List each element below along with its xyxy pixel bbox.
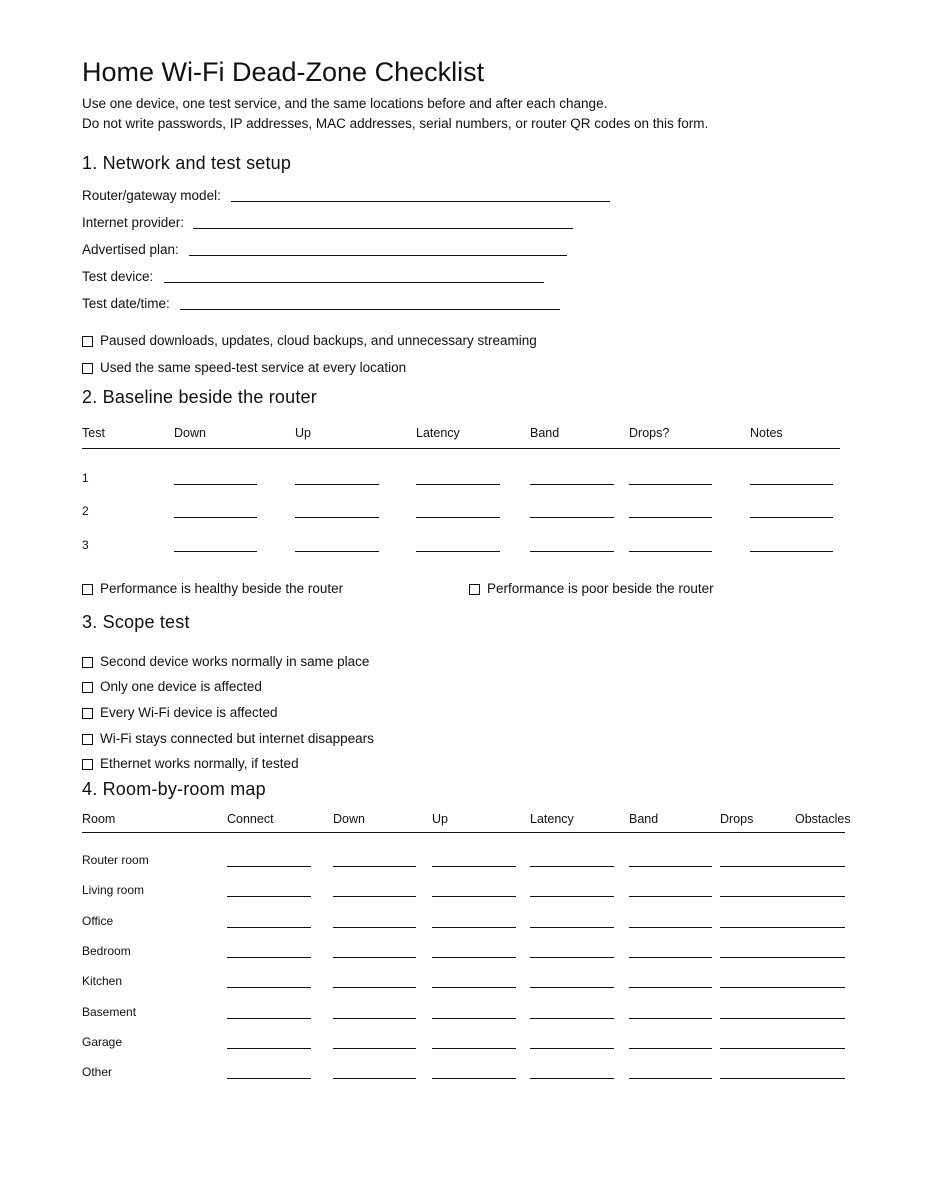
room-cell-up[interactable] [432, 1048, 516, 1049]
room-cell-drops-obstacles[interactable] [720, 957, 845, 958]
room-col-up: Up [432, 812, 448, 826]
page-title: Home Wi-Fi Dead-Zone Checklist [82, 57, 485, 87]
baseline-cell-band[interactable] [530, 551, 614, 552]
field-router-model-line[interactable] [231, 201, 610, 202]
intro-line-1: Use one device, one test service, and the same locations before and after each change. [82, 96, 608, 111]
baseline-cell-latency[interactable] [416, 551, 500, 552]
check-healthy-beside-router[interactable] [82, 580, 343, 598]
room-cell-down[interactable] [333, 927, 416, 928]
room-cell-drops-obstacles[interactable] [720, 866, 845, 867]
room-cell-band[interactable] [629, 927, 712, 928]
room-row-label: Bedroom [82, 944, 131, 958]
room-cell-down[interactable] [333, 1078, 416, 1079]
check-label: Ethernet works normally, if tested [100, 756, 299, 771]
checkbox[interactable] [82, 336, 93, 347]
room-row-label: Garage [82, 1035, 123, 1049]
check-label: Wi-Fi stays connected but internet disappears [100, 731, 374, 746]
room-row-label: Living room [82, 883, 145, 897]
baseline-col-test: Test [82, 426, 105, 440]
field-label-internet-provider: Internet provider: [82, 215, 185, 230]
room-cell-down[interactable] [333, 866, 416, 867]
room-col-drops: Drops [720, 812, 754, 826]
room-cell-up[interactable] [432, 1018, 516, 1019]
baseline-cell-latency[interactable] [416, 517, 500, 518]
room-cell-connect[interactable] [227, 927, 311, 928]
room-cell-drops-obstacles[interactable] [720, 1018, 845, 1019]
room-cell-connect[interactable] [227, 1018, 311, 1019]
room-cell-band[interactable] [629, 1048, 712, 1049]
room-cell-connect[interactable] [227, 1048, 311, 1049]
section-3-heading: 3. Scope test [82, 612, 190, 632]
room-cell-up[interactable] [432, 1078, 516, 1079]
checkbox[interactable] [82, 584, 93, 595]
baseline-cell-notes[interactable] [750, 551, 833, 552]
room-cell-latency[interactable] [530, 987, 614, 988]
room-header-rule [82, 832, 845, 833]
room-cell-latency[interactable] [530, 896, 614, 897]
baseline-col-notes: Notes [750, 426, 783, 440]
room-row-label: Other [82, 1065, 113, 1079]
field-advertised-plan-line[interactable] [189, 255, 567, 256]
room-row-label: Kitchen [82, 974, 123, 988]
room-cell-drops-obstacles[interactable] [720, 896, 845, 897]
check-one-device-affected[interactable] [82, 678, 262, 696]
room-cell-latency[interactable] [530, 866, 614, 867]
room-cell-latency[interactable] [530, 1078, 614, 1079]
baseline-col-up: Up [295, 426, 311, 440]
intro-line-2: Do not write passwords, IP addresses, MAC addresses, serial numbers, or router QR codes on this form. [82, 116, 709, 131]
room-cell-up[interactable] [432, 987, 516, 988]
check-same-service[interactable] [82, 359, 406, 377]
checkbox[interactable] [82, 708, 93, 719]
check-label: Performance is healthy beside the router [100, 581, 344, 596]
baseline-cell-notes[interactable] [750, 484, 833, 485]
section-2-heading: 2. Baseline beside the router [82, 387, 317, 407]
baseline-cell-up[interactable] [295, 517, 379, 518]
baseline-cell-drops[interactable] [629, 517, 712, 518]
room-col-connect: Connect [227, 812, 274, 826]
baseline-cell-down[interactable] [174, 551, 257, 552]
baseline-cell-band[interactable] [530, 517, 614, 518]
checkbox[interactable] [82, 759, 93, 770]
checkbox[interactable] [469, 584, 480, 595]
checkbox[interactable] [82, 657, 93, 668]
room-cell-band[interactable] [629, 866, 712, 867]
room-cell-latency[interactable] [530, 957, 614, 958]
checkbox[interactable] [82, 734, 93, 745]
baseline-cell-notes[interactable] [750, 517, 833, 518]
section-4-heading: 4. Room-by-room map [82, 779, 266, 799]
baseline-cell-up[interactable] [295, 551, 379, 552]
room-cell-latency[interactable] [530, 927, 614, 928]
check-internet-disappears[interactable] [82, 730, 374, 748]
checkbox[interactable] [82, 363, 93, 374]
baseline-cell-down[interactable] [174, 484, 257, 485]
room-cell-band[interactable] [629, 1078, 712, 1079]
baseline-cell-up[interactable] [295, 484, 379, 485]
room-cell-down[interactable] [333, 987, 416, 988]
baseline-header-rule [82, 448, 840, 449]
field-test-datetime-line[interactable] [180, 309, 560, 310]
baseline-cell-drops[interactable] [629, 484, 712, 485]
check-second-device-normal[interactable] [82, 653, 369, 671]
room-col-room: Room [82, 812, 116, 826]
baseline-col-latency: Latency [416, 426, 460, 440]
field-label-advertised-plan: Advertised plan: [82, 242, 179, 257]
check-label: Performance is poor beside the router [487, 581, 714, 596]
check-paused-downloads[interactable] [82, 332, 537, 350]
room-row-label: Router room [82, 853, 149, 867]
field-label-test-device: Test device: [82, 269, 154, 284]
room-cell-connect[interactable] [227, 896, 311, 897]
room-cell-up[interactable] [432, 927, 516, 928]
check-label: Every Wi-Fi device is affected [100, 705, 278, 720]
baseline-col-band: Band [530, 426, 560, 440]
room-cell-drops-obstacles[interactable] [720, 1078, 845, 1079]
check-poor-beside-router[interactable] [469, 580, 714, 598]
room-cell-connect[interactable] [227, 866, 311, 867]
check-ethernet-normal[interactable] [82, 755, 299, 773]
baseline-cell-latency[interactable] [416, 484, 500, 485]
room-col-band: Band [629, 812, 659, 826]
room-cell-down[interactable] [333, 957, 416, 958]
baseline-cell-band[interactable] [530, 484, 614, 485]
baseline-col-drops: Drops? [629, 426, 670, 440]
check-label: Only one device is affected [100, 679, 262, 694]
room-cell-band[interactable] [629, 987, 712, 988]
room-cell-connect[interactable] [227, 957, 311, 958]
room-cell-band[interactable] [629, 957, 712, 958]
baseline-cell-drops[interactable] [629, 551, 712, 552]
room-cell-down[interactable] [333, 896, 416, 897]
section-1-heading: 1. Network and test setup [82, 153, 292, 173]
baseline-col-down: Down [174, 426, 206, 440]
check-label: Second device works normally in same place [100, 654, 370, 669]
room-cell-up[interactable] [432, 866, 516, 867]
room-cell-drops-obstacles[interactable] [720, 927, 845, 928]
check-label: Used the same speed-test service at every location [100, 360, 407, 375]
room-cell-latency[interactable] [530, 1048, 614, 1049]
room-col-obstacles: Obstacles [795, 812, 851, 826]
room-cell-down[interactable] [333, 1048, 416, 1049]
room-cell-band[interactable] [629, 896, 712, 897]
check-every-device-affected[interactable] [82, 704, 278, 722]
room-cell-drops-obstacles[interactable] [720, 1048, 845, 1049]
baseline-row-label: 1 [82, 471, 89, 485]
room-col-latency: Latency [530, 812, 574, 826]
room-cell-drops-obstacles[interactable] [720, 987, 845, 988]
field-label-router-model: Router/gateway model: [82, 188, 221, 203]
room-cell-connect[interactable] [227, 987, 311, 988]
check-label: Paused downloads, updates, cloud backups, and unnecessary streaming [100, 333, 537, 348]
room-row-label: Office [82, 914, 114, 928]
room-cell-connect[interactable] [227, 1078, 311, 1079]
room-col-down: Down [333, 812, 365, 826]
baseline-row-label: 2 [82, 504, 89, 518]
baseline-cell-down[interactable] [174, 517, 257, 518]
baseline-row-label: 3 [82, 538, 89, 552]
room-cell-down[interactable] [333, 1018, 416, 1019]
field-internet-provider-line[interactable] [193, 228, 573, 229]
room-cell-latency[interactable] [530, 1018, 614, 1019]
room-cell-band[interactable] [629, 1018, 712, 1019]
field-label-test-datetime: Test date/time: [82, 296, 170, 311]
room-cell-up[interactable] [432, 957, 516, 958]
room-cell-up[interactable] [432, 896, 516, 897]
room-row-label: Basement [82, 1005, 137, 1019]
field-test-device-line[interactable] [164, 282, 544, 283]
checkbox[interactable] [82, 682, 93, 693]
